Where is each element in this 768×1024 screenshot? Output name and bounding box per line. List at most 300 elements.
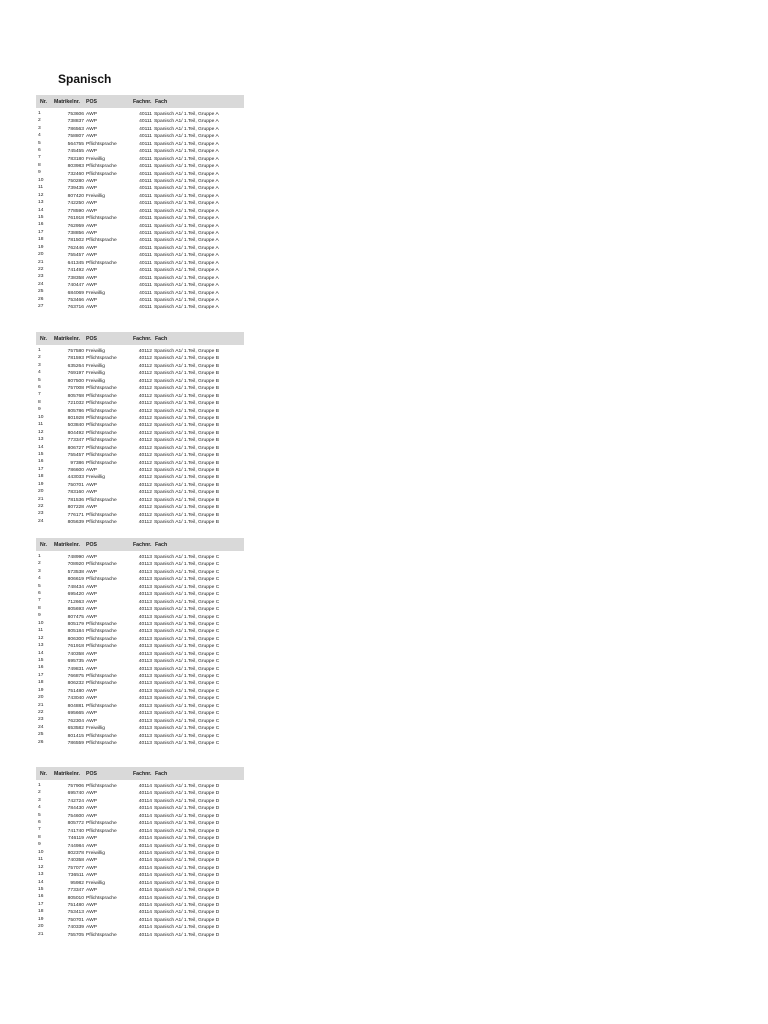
cell-pos: Pflichtsprache bbox=[86, 423, 117, 429]
cell-matrikel: 766875 bbox=[67, 674, 84, 679]
cell-nr: 6 bbox=[38, 385, 41, 390]
cell-matrikel: 783160 bbox=[67, 490, 84, 496]
cell-fach: Spanisch A1/ 1.Teil, Gruppe C bbox=[154, 644, 220, 650]
table-row bbox=[36, 126, 244, 133]
table-body bbox=[36, 348, 244, 527]
cell-pos: AWP bbox=[86, 696, 97, 702]
cell-fach: Spanisch A1/ 1.Teil, Gruppe B bbox=[154, 430, 219, 436]
cell-matrikel: 503840 bbox=[67, 423, 84, 429]
table-row bbox=[36, 733, 244, 740]
cell-pos: AWP bbox=[86, 688, 97, 694]
cell-nr: 6 bbox=[38, 591, 41, 596]
cell-pos: Pflichtsprache bbox=[86, 171, 117, 177]
cell-pos: AWP bbox=[86, 659, 97, 665]
header-nr: Nr. bbox=[40, 335, 47, 342]
cell-pos: AWP bbox=[86, 858, 97, 864]
table-row bbox=[36, 651, 244, 658]
cell-matrikel: 738837 bbox=[67, 119, 84, 125]
cell-fach: Spanisch A1/ 1.Teil, Gruppe B bbox=[154, 512, 219, 518]
table-row bbox=[36, 828, 244, 835]
cell-pos: AWP bbox=[86, 305, 97, 311]
cell-matrikel: 804492 bbox=[67, 430, 84, 436]
table-row bbox=[36, 489, 244, 496]
cell-matrikel: 783180 bbox=[67, 156, 84, 162]
table-row bbox=[36, 843, 244, 850]
cell-nr: 7 bbox=[38, 598, 41, 604]
table-row bbox=[36, 917, 244, 924]
cell-fachnr: 40113 bbox=[138, 718, 152, 724]
cell-pos: Pflichtsprache bbox=[86, 621, 117, 627]
header-matrikel: Matrikelnr. bbox=[54, 98, 80, 105]
cell-matrikel: 773347 bbox=[67, 888, 84, 894]
cell-matrikel: 807228 bbox=[67, 505, 84, 511]
cell-pos: Freiwillig bbox=[86, 850, 106, 856]
cell-fachnr: 40114 bbox=[138, 791, 152, 797]
cell-fach: Spanisch A1/ 1.Teil, Gruppe A bbox=[154, 238, 219, 244]
cell-nr: 17 bbox=[38, 229, 44, 235]
cell-matrikel: 805639 bbox=[67, 520, 84, 526]
header-fachnr: Fachnr. bbox=[133, 98, 152, 105]
cell-nr: 6 bbox=[38, 148, 41, 153]
cell-fach: Spanisch A1/ 1.Teil, Gruppe A bbox=[154, 223, 219, 229]
cell-fachnr: 40114 bbox=[138, 903, 152, 908]
cell-matrikel: 684069 bbox=[67, 290, 84, 296]
cell-pos: AWP bbox=[86, 201, 97, 207]
cell-nr: 22 bbox=[38, 710, 44, 715]
table-header bbox=[36, 95, 244, 108]
cell-fach: Spanisch A1/ 1.Teil, Gruppe D bbox=[154, 828, 220, 834]
cell-fachnr: 40111 bbox=[139, 193, 152, 199]
cell-matrikel: 732460 bbox=[67, 171, 84, 177]
cell-fachnr: 40111 bbox=[139, 134, 152, 140]
cell-matrikel: 695420 bbox=[67, 592, 84, 598]
cell-matrikel: 757008 bbox=[67, 386, 84, 392]
cell-pos: Pflichtsprache bbox=[86, 238, 117, 244]
cell-nr: 9 bbox=[38, 613, 41, 619]
cell-pos: AWP bbox=[86, 178, 97, 184]
cell-fachnr: 40112 bbox=[138, 475, 152, 481]
cell-matrikel: 750701 bbox=[67, 917, 84, 923]
cell-matrikel: 769197 bbox=[67, 371, 84, 377]
cell-matrikel: 641345 bbox=[67, 260, 84, 266]
cell-fachnr: 40113 bbox=[138, 711, 152, 717]
table-row bbox=[36, 208, 244, 215]
cell-matrikel: 564755 bbox=[67, 141, 84, 147]
cell-fachnr: 40113 bbox=[138, 636, 152, 642]
cell-fachnr: 40111 bbox=[139, 112, 152, 117]
cell-nr: 18 bbox=[38, 237, 44, 243]
cell-matrikel: 753466 bbox=[67, 297, 84, 303]
table-row bbox=[36, 460, 244, 467]
table-row bbox=[36, 237, 244, 244]
cell-fach: Spanisch A1/ 1.Teil, Gruppe A bbox=[154, 305, 219, 311]
cell-nr: 4 bbox=[38, 370, 41, 376]
table-row bbox=[36, 260, 244, 267]
cell-nr: 18 bbox=[38, 909, 44, 915]
cell-fachnr: 40111 bbox=[139, 156, 152, 162]
table-row bbox=[36, 452, 244, 459]
cell-nr: 23 bbox=[38, 274, 44, 280]
cell-matrikel: 97386 bbox=[70, 460, 84, 466]
table-row bbox=[36, 185, 244, 192]
cell-pos: AWP bbox=[86, 119, 97, 125]
cell-fachnr: 40113 bbox=[138, 607, 152, 613]
cell-fachnr: 40113 bbox=[138, 674, 152, 679]
table-row bbox=[36, 111, 244, 118]
cell-nr: 23 bbox=[38, 511, 44, 517]
cell-fachnr: 40112 bbox=[138, 445, 152, 451]
cell-pos: AWP bbox=[86, 666, 97, 672]
table-row bbox=[36, 482, 244, 489]
cell-fach: Spanisch A1/ 1.Teil, Gruppe D bbox=[154, 903, 220, 908]
cell-fach: Spanisch A1/ 1.Teil, Gruppe A bbox=[154, 290, 219, 296]
cell-fach: Spanisch A1/ 1.Teil, Gruppe A bbox=[154, 208, 219, 214]
cell-fachnr: 40113 bbox=[138, 681, 152, 687]
cell-fach: Spanisch A1/ 1.Teil, Gruppe D bbox=[154, 865, 220, 871]
cell-nr: 9 bbox=[38, 170, 41, 176]
table-row bbox=[36, 680, 244, 687]
cell-fach: Spanisch A1/ 1.Teil, Gruppe A bbox=[154, 156, 219, 162]
cell-fachnr: 40111 bbox=[139, 231, 152, 236]
cell-fachnr: 40114 bbox=[138, 821, 152, 827]
cell-fach: Spanisch A1/ 1.Teil, Gruppe C bbox=[154, 555, 220, 560]
cell-fachnr: 40113 bbox=[138, 651, 152, 657]
cell-nr: 18 bbox=[38, 680, 44, 686]
table-row bbox=[36, 267, 244, 274]
cell-fach: Spanisch A1/ 1.Teil, Gruppe B bbox=[154, 378, 219, 384]
table-row bbox=[36, 230, 244, 237]
cell-pos: AWP bbox=[86, 865, 97, 871]
header-matrikel: Matrikelnr. bbox=[54, 335, 80, 342]
cell-nr: 5 bbox=[38, 812, 41, 818]
cell-nr: 19 bbox=[38, 244, 44, 250]
cell-fachnr: 40111 bbox=[139, 149, 152, 155]
table-row bbox=[36, 887, 244, 894]
table-row bbox=[36, 519, 244, 526]
cell-fachnr: 40112 bbox=[138, 468, 152, 473]
cell-fachnr: 40114 bbox=[138, 932, 152, 938]
cell-fach: Spanisch A1/ 1.Teil, Gruppe D bbox=[154, 925, 220, 931]
cell-pos: Pflichtsprache bbox=[86, 577, 117, 583]
cell-pos: Pflichtsprache bbox=[86, 740, 117, 746]
cell-pos: Pflichtsprache bbox=[86, 164, 117, 170]
cell-fach: Spanisch A1/ 1.Teil, Gruppe D bbox=[154, 798, 220, 804]
cell-matrikel: 635264 bbox=[67, 363, 84, 369]
cell-fachnr: 40113 bbox=[138, 644, 152, 650]
cell-fach: Spanisch A1/ 1.Teil, Gruppe D bbox=[154, 850, 220, 856]
cell-fachnr: 40114 bbox=[138, 843, 152, 849]
cell-pos: AWP bbox=[86, 134, 97, 140]
cell-pos: Pflichtsprache bbox=[86, 260, 117, 266]
cell-nr: 11 bbox=[38, 422, 44, 428]
cell-fachnr: 40112 bbox=[138, 482, 152, 488]
cell-pos: AWP bbox=[86, 223, 97, 229]
cell-matrikel: 742250 bbox=[67, 201, 84, 207]
cell-nr: 10 bbox=[38, 849, 44, 855]
header-nr: Nr. bbox=[40, 770, 47, 777]
cell-nr: 15 bbox=[38, 451, 44, 457]
cell-matrikel: 806232 bbox=[67, 681, 84, 687]
cell-nr: 3 bbox=[38, 125, 41, 131]
cell-fachnr: 40111 bbox=[139, 208, 152, 214]
cell-fachnr: 40113 bbox=[138, 659, 152, 665]
cell-fach: Spanisch A1/ 1.Teil, Gruppe A bbox=[154, 245, 219, 251]
cell-fach: Spanisch A1/ 1.Teil, Gruppe C bbox=[154, 703, 220, 709]
cell-matrikel: 740358 bbox=[67, 858, 84, 864]
table-row bbox=[36, 297, 244, 304]
cell-fachnr: 40112 bbox=[138, 371, 152, 377]
cell-pos: Pflichtsprache bbox=[86, 401, 117, 407]
cell-fach: Spanisch A1/ 1.Teil, Gruppe D bbox=[154, 843, 220, 849]
cell-nr: 8 bbox=[38, 834, 41, 840]
cell-matrikel: 781593 bbox=[67, 356, 84, 362]
table-row bbox=[36, 378, 244, 385]
cell-fach: Spanisch A1/ 1.Teil, Gruppe C bbox=[154, 599, 220, 605]
cell-fach: Spanisch A1/ 1.Teil, Gruppe A bbox=[154, 119, 219, 125]
cell-pos: Pflichtsprache bbox=[86, 512, 117, 518]
cell-nr: 9 bbox=[38, 842, 41, 848]
cell-fach: Spanisch A1/ 1.Teil, Gruppe C bbox=[154, 666, 220, 672]
cell-pos: Pflichtsprache bbox=[86, 821, 117, 827]
table-row bbox=[36, 584, 244, 591]
cell-fach: Spanisch A1/ 1.Teil, Gruppe A bbox=[154, 134, 219, 140]
cell-matrikel: 751480 bbox=[67, 903, 84, 908]
cell-pos: Freiwillig bbox=[86, 475, 106, 481]
cell-nr: 5 bbox=[38, 377, 41, 383]
cell-nr: 8 bbox=[38, 399, 41, 405]
cell-nr: 18 bbox=[38, 474, 44, 480]
cell-pos: Pflichtsprache bbox=[86, 445, 117, 451]
cell-fach: Spanisch A1/ 1.Teil, Gruppe A bbox=[154, 178, 219, 184]
cell-fachnr: 40112 bbox=[138, 520, 152, 526]
table-row bbox=[36, 798, 244, 805]
table-group bbox=[36, 767, 244, 939]
cell-fachnr: 40113 bbox=[138, 666, 152, 672]
cell-nr: 15 bbox=[38, 657, 44, 663]
cell-matrikel: 751480 bbox=[67, 688, 84, 694]
table-row bbox=[36, 156, 244, 163]
cell-matrikel: 801928 bbox=[67, 415, 84, 421]
cell-nr: 7 bbox=[38, 827, 41, 833]
cell-matrikel: 781536 bbox=[67, 497, 84, 503]
cell-matrikel: 786600 bbox=[67, 468, 84, 473]
table-row bbox=[36, 658, 244, 665]
table-group bbox=[36, 538, 244, 747]
cell-matrikel: 801415 bbox=[67, 733, 84, 739]
cell-matrikel: 740339 bbox=[67, 925, 84, 931]
cell-nr: 13 bbox=[38, 200, 44, 206]
cell-matrikel: 757906 bbox=[67, 784, 84, 789]
cell-fachnr: 40111 bbox=[139, 238, 152, 244]
cell-fachnr: 40112 bbox=[138, 460, 152, 466]
cell-fachnr: 40114 bbox=[138, 858, 152, 864]
cell-fachnr: 40113 bbox=[138, 577, 152, 583]
header-fachnr: Fachnr. bbox=[133, 541, 152, 548]
table-row bbox=[36, 400, 244, 407]
cell-nr: 23 bbox=[38, 717, 44, 723]
cell-fach: Spanisch A1/ 1.Teil, Gruppe C bbox=[154, 681, 220, 687]
header-matrikel: Matrikelnr. bbox=[54, 541, 80, 548]
table-row bbox=[36, 695, 244, 702]
cell-fach: Spanisch A1/ 1.Teil, Gruppe C bbox=[154, 569, 220, 575]
cell-nr: 9 bbox=[38, 407, 41, 413]
cell-matrikel: 573538 bbox=[67, 569, 84, 575]
cell-nr: 24 bbox=[38, 724, 44, 730]
cell-nr: 4 bbox=[38, 576, 41, 582]
table-row bbox=[36, 561, 244, 568]
cell-matrikel: 750701 bbox=[67, 482, 84, 488]
cell-matrikel: 653582 bbox=[67, 726, 84, 732]
cell-fach: Spanisch A1/ 1.Teil, Gruppe A bbox=[154, 186, 219, 192]
cell-fach: Spanisch A1/ 1.Teil, Gruppe C bbox=[154, 621, 220, 627]
cell-fachnr: 40112 bbox=[138, 401, 152, 407]
cell-pos: Pflichtsprache bbox=[86, 356, 117, 362]
header-fach: Fach bbox=[155, 98, 168, 105]
cell-matrikel: 741492 bbox=[67, 268, 84, 274]
cell-fach: Spanisch A1/ 1.Teil, Gruppe C bbox=[154, 651, 220, 657]
cell-fach: Spanisch A1/ 1.Teil, Gruppe A bbox=[154, 268, 219, 274]
table-row bbox=[36, 163, 244, 170]
cell-pos: AWP bbox=[86, 112, 97, 117]
cell-nr: 16 bbox=[38, 459, 44, 465]
cell-pos: AWP bbox=[86, 614, 97, 620]
table-row bbox=[36, 628, 244, 635]
cell-nr: 17 bbox=[38, 466, 44, 472]
cell-pos: Freiwillig bbox=[86, 156, 106, 162]
cell-pos: AWP bbox=[86, 208, 97, 214]
cell-fachnr: 40112 bbox=[138, 378, 152, 384]
cell-matrikel: 761918 bbox=[67, 644, 84, 650]
table-row bbox=[36, 783, 244, 790]
cell-fach: Spanisch A1/ 1.Teil, Gruppe D bbox=[154, 806, 220, 812]
table-row bbox=[36, 385, 244, 392]
cell-fachnr: 40112 bbox=[138, 363, 152, 369]
cell-matrikel: 753413 bbox=[67, 910, 84, 916]
table-row bbox=[36, 865, 244, 872]
cell-pos: Freiwillig bbox=[86, 371, 106, 377]
table-row bbox=[36, 141, 244, 148]
table-header bbox=[36, 332, 244, 345]
cell-fach: Spanisch A1/ 1.Teil, Gruppe B bbox=[154, 497, 219, 503]
cell-fachnr: 40113 bbox=[138, 562, 152, 568]
cell-fachnr: 40112 bbox=[138, 453, 152, 459]
cell-fach: Spanisch A1/ 1.Teil, Gruppe C bbox=[154, 718, 220, 724]
cell-fachnr: 40113 bbox=[138, 592, 152, 598]
cell-fach: Spanisch A1/ 1.Teil, Gruppe A bbox=[154, 216, 219, 222]
cell-pos: AWP bbox=[86, 651, 97, 657]
cell-fach: Spanisch A1/ 1.Teil, Gruppe B bbox=[154, 408, 219, 414]
cell-pos: AWP bbox=[86, 149, 97, 155]
cell-fach: Spanisch A1/ 1.Teil, Gruppe B bbox=[154, 401, 219, 407]
cell-fachnr: 40111 bbox=[139, 126, 152, 132]
cell-pos: AWP bbox=[86, 888, 97, 894]
cell-pos: Pflichtsprache bbox=[86, 681, 117, 687]
cell-pos: AWP bbox=[86, 903, 97, 908]
cell-nr: 19 bbox=[38, 687, 44, 693]
table-row bbox=[36, 924, 244, 931]
cell-fachnr: 40114 bbox=[138, 828, 152, 834]
cell-fachnr: 40113 bbox=[138, 740, 152, 746]
table-row bbox=[36, 148, 244, 155]
cell-pos: Pflichtsprache bbox=[86, 932, 117, 938]
cell-matrikel: 805786 bbox=[67, 408, 84, 414]
cell-pos: AWP bbox=[86, 297, 97, 303]
cell-fachnr: 40111 bbox=[139, 201, 152, 207]
cell-matrikel: 748434 bbox=[67, 584, 84, 590]
table-row bbox=[36, 673, 244, 680]
table-row bbox=[36, 215, 244, 222]
cell-fach: Spanisch A1/ 1.Teil, Gruppe A bbox=[154, 112, 219, 117]
cell-fach: Spanisch A1/ 1.Teil, Gruppe C bbox=[154, 584, 220, 590]
cell-pos: AWP bbox=[86, 555, 97, 560]
table-row bbox=[36, 790, 244, 797]
cell-matrikel: 744984 bbox=[67, 843, 84, 849]
cell-matrikel: 742724 bbox=[67, 798, 84, 804]
table-row bbox=[36, 363, 244, 370]
cell-fach: Spanisch A1/ 1.Teil, Gruppe A bbox=[154, 231, 219, 236]
cell-fachnr: 40111 bbox=[139, 260, 152, 266]
table-row bbox=[36, 880, 244, 887]
cell-nr: 1 bbox=[38, 347, 41, 353]
cell-matrikel: 712663 bbox=[67, 599, 84, 605]
cell-fach: Spanisch A1/ 1.Teil, Gruppe C bbox=[154, 562, 220, 568]
cell-matrikel: 721032 bbox=[67, 401, 84, 407]
cell-matrikel: 805772 bbox=[67, 821, 84, 827]
table-row bbox=[36, 932, 244, 939]
cell-pos: AWP bbox=[86, 917, 97, 923]
table-row bbox=[36, 666, 244, 673]
cell-fach: Spanisch A1/ 1.Teil, Gruppe A bbox=[154, 141, 219, 147]
cell-matrikel: 805768 bbox=[67, 393, 84, 399]
cell-pos: Freiwillig bbox=[86, 349, 106, 354]
cell-nr: 4 bbox=[38, 133, 41, 139]
cell-nr: 16 bbox=[38, 222, 44, 228]
cell-matrikel: 746119 bbox=[68, 836, 84, 842]
cell-nr: 26 bbox=[38, 296, 44, 302]
cell-fachnr: 40114 bbox=[138, 880, 152, 886]
cell-fachnr: 40111 bbox=[139, 186, 152, 192]
cell-matrikel: 750280 bbox=[67, 178, 84, 184]
cell-pos: Pflichtsprache bbox=[86, 408, 117, 414]
cell-nr: 5 bbox=[38, 583, 41, 589]
cell-fachnr: 40112 bbox=[138, 423, 152, 429]
cell-matrikel: 753606 bbox=[67, 112, 84, 117]
cell-fach: Spanisch A1/ 1.Teil, Gruppe C bbox=[154, 659, 220, 665]
cell-pos: Freiwillig bbox=[86, 880, 106, 886]
cell-fach: Spanisch A1/ 1.Teil, Gruppe B bbox=[154, 349, 219, 354]
cell-fach: Spanisch A1/ 1.Teil, Gruppe A bbox=[154, 297, 219, 303]
cell-pos: AWP bbox=[86, 283, 97, 289]
cell-pos: AWP bbox=[86, 490, 97, 496]
cell-nr: 20 bbox=[38, 924, 44, 930]
cell-matrikel: 805693 bbox=[67, 607, 84, 613]
header-pos: POS bbox=[86, 98, 97, 105]
cell-pos: Pflichtsprache bbox=[86, 386, 117, 392]
cell-fach: Spanisch A1/ 1.Teil, Gruppe B bbox=[154, 482, 219, 488]
cell-fach: Spanisch A1/ 1.Teil, Gruppe D bbox=[154, 888, 220, 894]
cell-fach: Spanisch A1/ 1.Teil, Gruppe A bbox=[154, 164, 219, 170]
table-row bbox=[36, 133, 244, 140]
cell-pos: Pflichtsprache bbox=[86, 393, 117, 399]
cell-pos: AWP bbox=[86, 813, 97, 819]
cell-fachnr: 40113 bbox=[138, 614, 152, 620]
table-row bbox=[36, 857, 244, 864]
cell-pos: AWP bbox=[86, 711, 97, 717]
cell-pos: Pflichtsprache bbox=[86, 430, 117, 436]
cell-matrikel: 807500 bbox=[67, 378, 84, 384]
cell-fach: Spanisch A1/ 1.Teil, Gruppe C bbox=[154, 688, 220, 694]
cell-fach: Spanisch A1/ 1.Teil, Gruppe D bbox=[154, 784, 220, 789]
